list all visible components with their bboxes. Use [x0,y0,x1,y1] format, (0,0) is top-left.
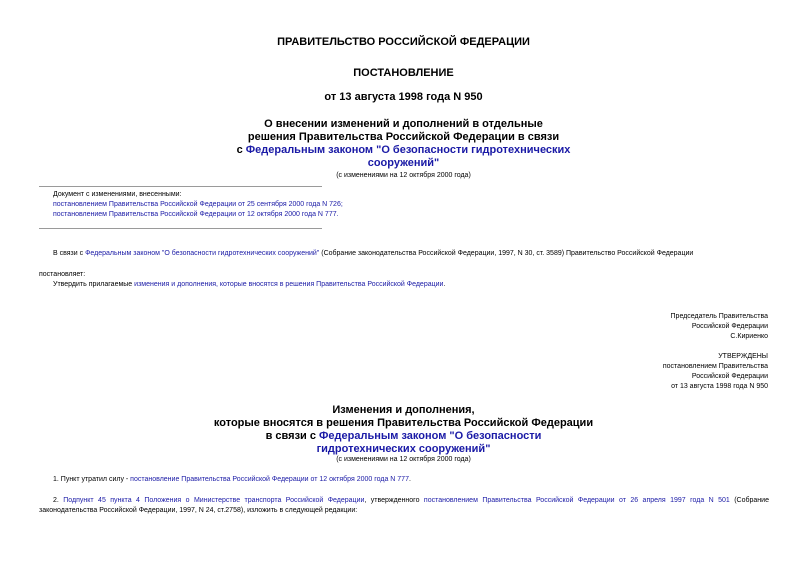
document-type: ПОСТАНОВЛЕНИЕ [353,67,454,79]
title-line-3-prefix: с [236,144,246,156]
item-1-suffix: . [408,476,411,483]
amendment-note: (с изменениями на 12 октября 2000 года) [336,172,471,179]
p2-suffix: . [443,281,446,288]
title-line-3 [0,144,807,157]
signature-block [671,312,768,342]
annex-amendment-note: (с изменениями на 12 октября 2000 года) [336,456,471,463]
federal-law-link-cont[interactable]: сооружений" [367,157,440,169]
p1-suffix: (Собрание законодательства Российской Федерации, 1997, N 30, ст. 3589) Правительство Российской Федерации [319,250,694,257]
annex-item-1 [53,475,411,485]
signature-title: Председатель Правительства [670,313,768,320]
approved-block [663,352,768,392]
item-1-prefix: 1. Пункт утратил силу - [53,476,131,483]
approved-line-3: Российской Федерации [691,373,768,380]
federal-law-link[interactable]: Федеральным законом "О безопасности гидротехнических [245,144,571,156]
p2-prefix: Утвердить прилагаемые [53,281,135,288]
item-2-prefix: 2. [53,497,64,504]
annex-title-line-3 [0,430,807,443]
divider-top [39,186,322,187]
approved-line-2: постановлением Правительства [662,363,768,370]
annex-title-line-3-prefix: в связи с [265,430,320,442]
annex-title [0,404,807,456]
approved-line-4: от 13 августа 1998 года N 950 [671,383,768,390]
annex-federal-law-link-cont[interactable]: гидротехнических сооружений" [316,443,491,455]
ministry-regulation-link[interactable]: Подпункт 45 пункта 4 Положения о Министерстве транспорта Российской Федерации [63,497,365,504]
amendment-link-726[interactable]: постановлением Правительства Российской Федерации от 25 сентября 2000 года N 726; [53,201,343,208]
signature-name: С.Кириенко [730,333,768,340]
item-2-mid: , утвержденного [364,497,424,504]
resolves-word: постановляет: [39,271,86,278]
paragraph-1 [53,249,773,259]
federal-law-link-body[interactable]: Федеральным законом "О безопасности гидротехнических сооружений" [85,250,320,257]
changes-intro: Документ с изменениями, внесенными: [53,191,182,198]
item-2-suffix: (Собрание законодательства Российской Федерации, 1997, N 24, ст.2758), изложить в следующей редакции: [39,497,769,514]
annex-federal-law-link[interactable]: Федеральным законом "О безопасности [319,430,542,442]
p1-prefix: В связи с [53,250,86,257]
annex-item-2 [39,496,769,516]
amendment-link-777[interactable]: постановлением Правительства Российской Федерации от 12 октября 2000 года N 777. [53,211,339,218]
approved-heading: УТВЕРЖДЕНЫ [718,353,768,360]
resolution-501-link[interactable]: постановлением Правительства Российской Федерации от 26 апреля 1997 года N 501 [423,497,730,504]
annex-title-line-1: Изменения и дополнения, [332,404,475,416]
divider-bottom [39,228,322,229]
signature-org: Российской Федерации [691,323,768,330]
title-line-1: О внесении изменений и дополнений в отдельные [264,118,543,130]
paragraph-2 [53,280,445,290]
document-title [0,118,807,170]
document-date-number: от 13 августа 1998 года N 950 [324,91,483,103]
repeal-resolution-link[interactable]: постановление Правительства Российской Федерации от 12 октября 2000 года N 777 [130,476,409,483]
annex-title-line-2: которые вносятся в решения Правительства Российской Федерации [213,417,594,429]
government-heading: ПРАВИТЕЛЬСТВО РОССИЙСКОЙ ФЕДЕРАЦИИ [277,36,530,48]
changes-box [53,190,343,220]
title-line-2: решения Правительства Российской Федерации в связи [247,131,560,143]
changes-annex-link[interactable]: изменения и дополнения, которые вносятся в решения Правительства Российской Федерации [134,281,444,288]
